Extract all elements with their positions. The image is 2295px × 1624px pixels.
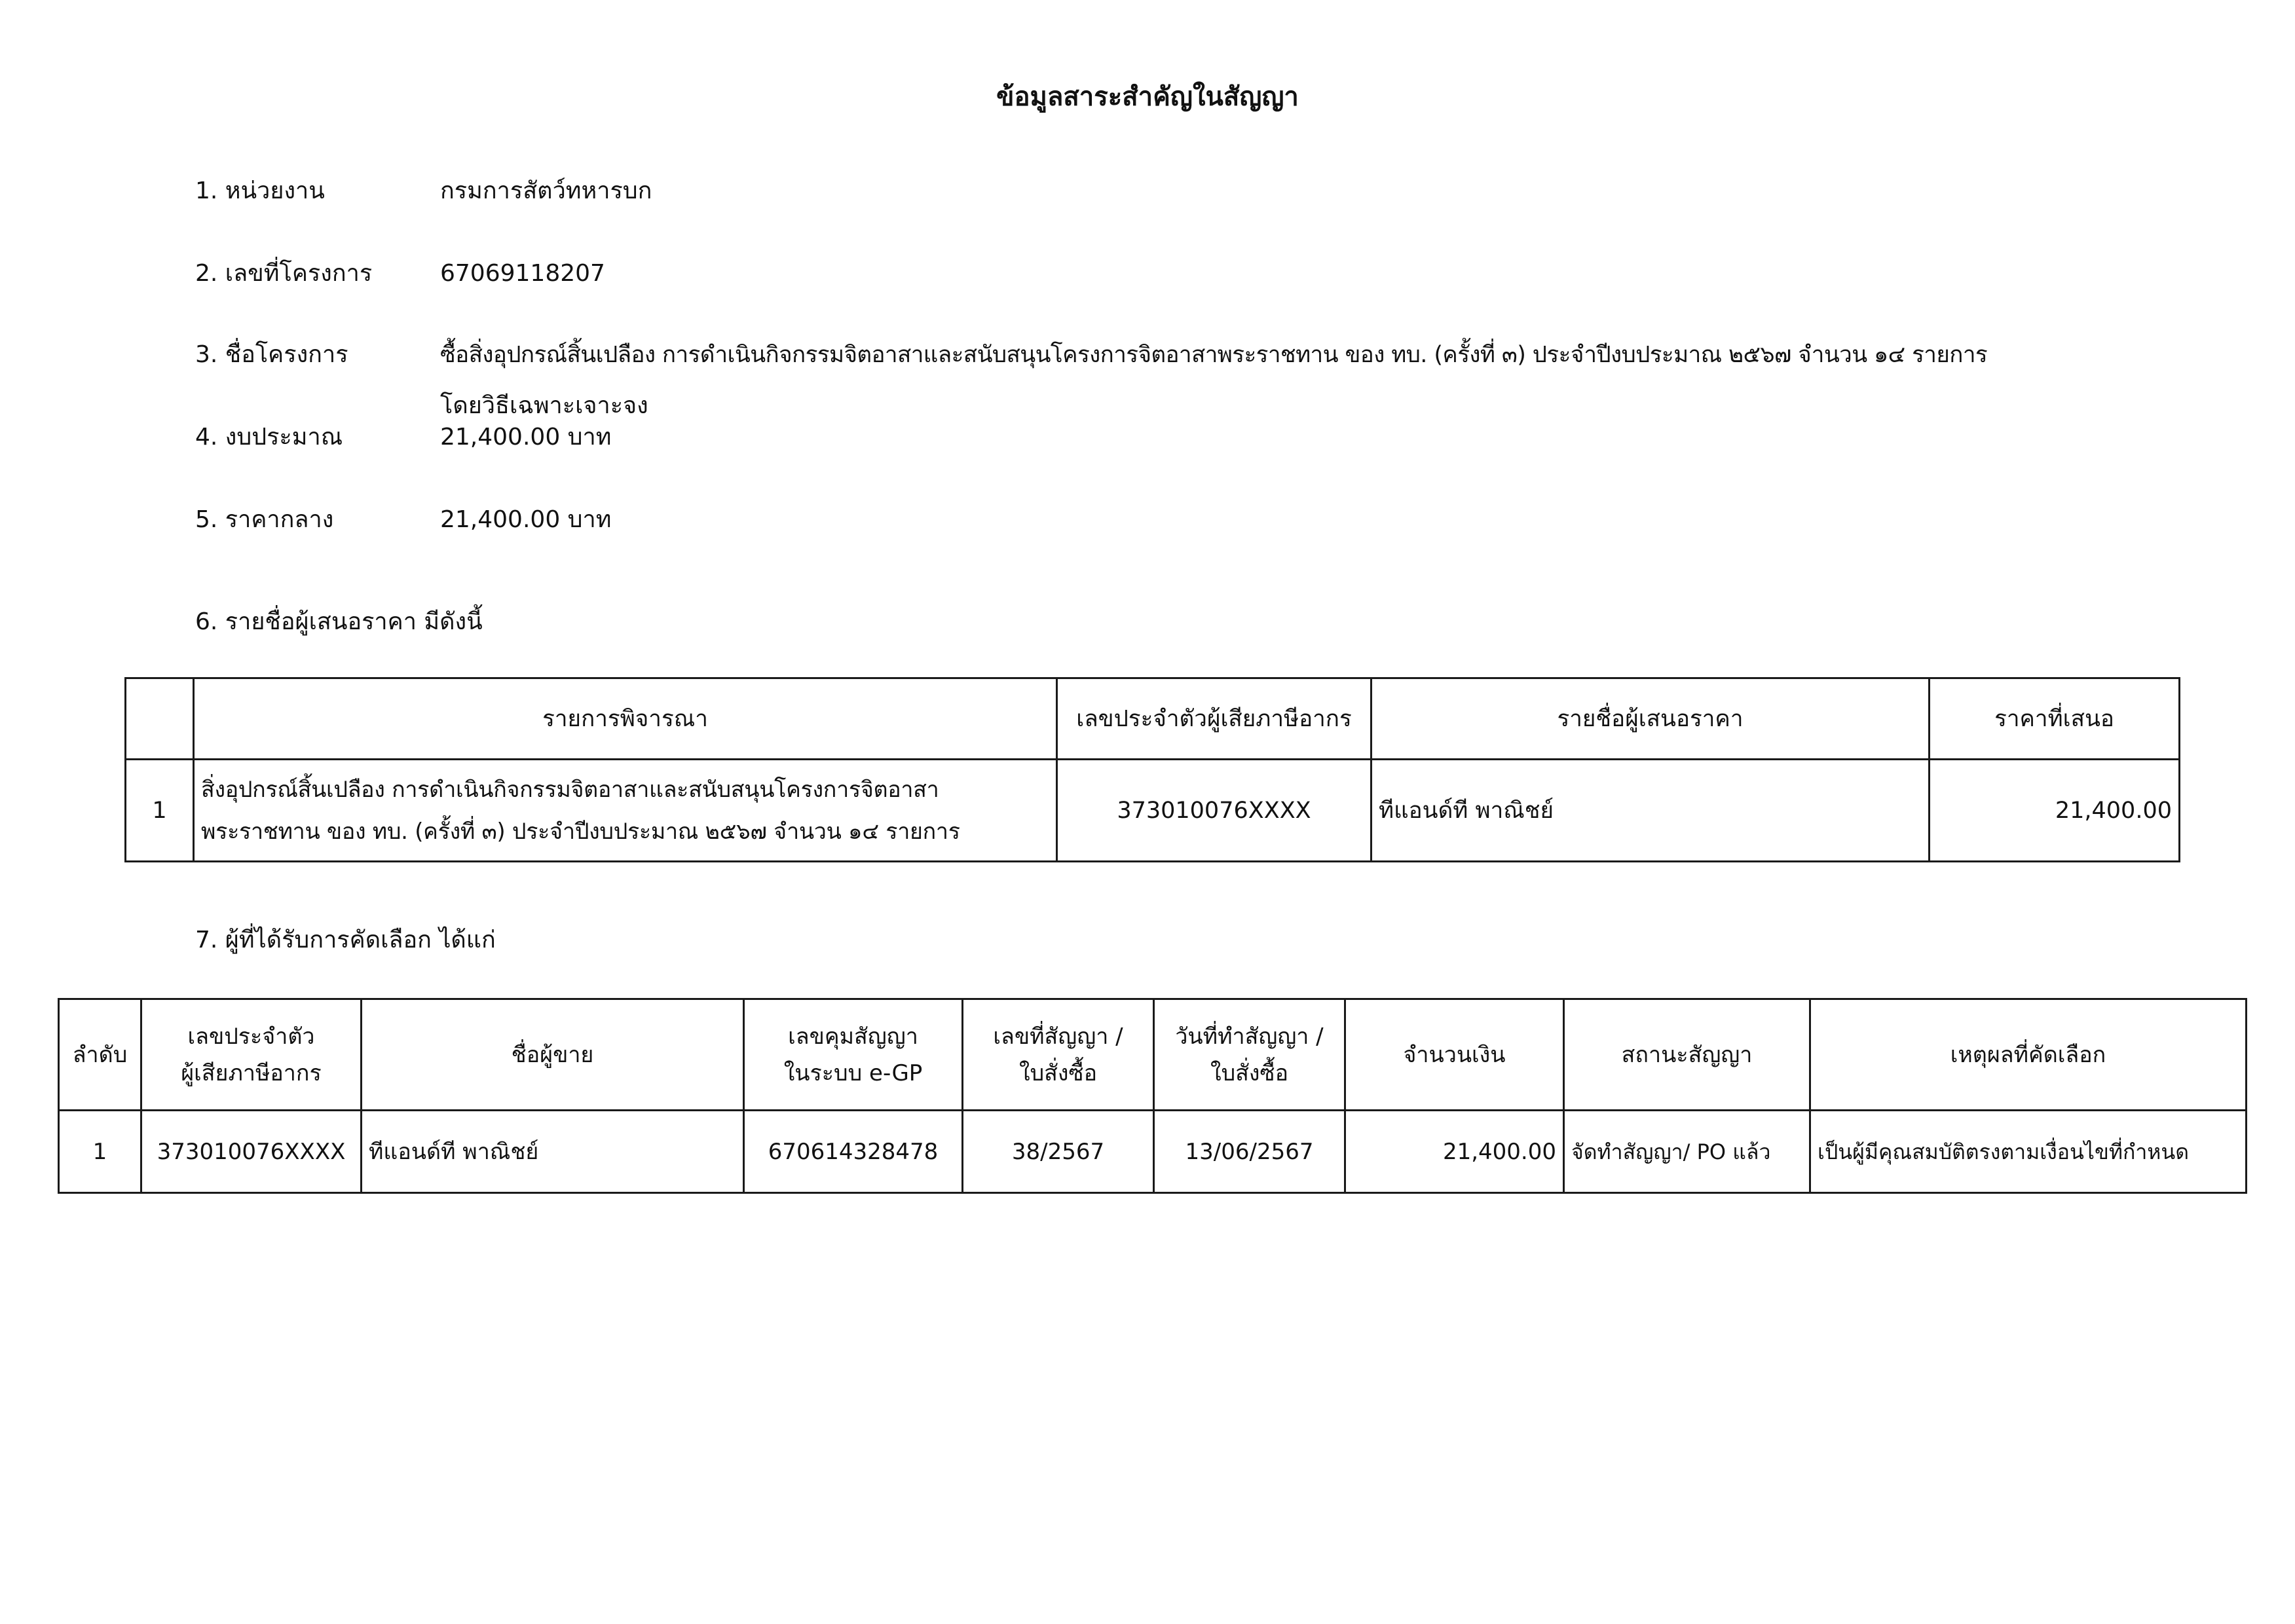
winner-row-amount: 21,400.00	[1345, 1111, 1564, 1193]
bidders-header-tax-id: เลขประจำตัวผู้เสียภาษีอากร	[1057, 678, 1371, 760]
agency-value: กรมการสัตว์ทหารบก	[440, 177, 652, 204]
winners-header-contract-date-line1: วันที่ทำสัญญา /	[1175, 1023, 1324, 1050]
winner-row-contract-date: 13/06/2567	[1154, 1111, 1345, 1193]
winner-row-contract-no: 38/2567	[963, 1111, 1154, 1193]
budget-value: 21,400.00 บาท	[440, 424, 612, 451]
bidders-header-price: ราคาที่เสนอ	[1930, 678, 2180, 760]
winners-table-header	[59, 999, 2247, 1111]
winner-row-no: 1	[59, 1111, 141, 1193]
bidders-table	[124, 677, 2180, 862]
winners-header-tax-id-line2: ผู้เสียภาษีอากร	[181, 1060, 322, 1086]
winners-header-tax-id	[141, 999, 362, 1111]
winner-row-reason: เป็นผู้มีคุณสมบัติตรงตามเงื่อนไขที่กำหนด	[1810, 1111, 2247, 1193]
bidder-row-tax-id: 373010076XXXX	[1057, 760, 1371, 862]
winners-heading: 7. ผู้ที่ได้รับการคัดเลือก ได้แก่	[195, 927, 496, 953]
winners-header-contract-no-line1: เลขที่สัญญา /	[993, 1023, 1123, 1050]
project-no-value: 67069118207	[440, 260, 605, 287]
winners-header-contract-date-line2: ใบสั่งซื้อ	[1210, 1060, 1289, 1086]
winners-header-reason: เหตุผลที่คัดเลือก	[1810, 999, 2247, 1111]
bidders-heading: 6. รายชื่อผู้เสนอราคา มีดังนี้	[195, 608, 483, 635]
table-row	[59, 1111, 2247, 1193]
bidder-row-bidder: ทีแอนด์ที พาณิชย์	[1371, 760, 1930, 862]
bidder-row-price: 21,400.00	[1930, 760, 2180, 862]
winners-header-amount: จำนวนเงิน	[1345, 999, 1564, 1111]
table-row	[126, 760, 2180, 862]
page-title: ข้อมูลสาระสำคัญในสัญญา	[996, 82, 1299, 112]
winners-header-egp	[744, 999, 963, 1111]
winners-header-contract-date	[1154, 999, 1345, 1111]
agency-label: 1. หน่วยงาน	[195, 177, 325, 204]
budget-label: 4. งบประมาณ	[195, 424, 343, 451]
winners-table	[58, 998, 2247, 1194]
winners-header-egp-line1: เลขคุมสัญญา	[788, 1023, 918, 1050]
bidders-header-bidder: รายชื่อผู้เสนอราคา	[1371, 678, 1930, 760]
project-no-label: 2. เลขที่โครงการ	[195, 260, 373, 287]
bidders-header-item: รายการพิจารณา	[194, 678, 1057, 760]
winner-row-egp: 670614328478	[744, 1111, 963, 1193]
winner-row-status: จัดทำสัญญา/ PO แล้ว	[1564, 1111, 1810, 1193]
winner-row-seller: ทีแอนด์ที พาณิชย์	[362, 1111, 744, 1193]
bidder-row-no: 1	[126, 760, 194, 862]
bidders-header-no	[126, 678, 194, 760]
median-price-value: 21,400.00 บาท	[440, 506, 612, 533]
winners-header-contract-no-line2: ใบสั่งซื้อ	[1018, 1060, 1098, 1086]
project-name-line2: โดยวิธีเฉพาะเจาะจง	[440, 392, 648, 419]
bidder-row-item-line2: พระราชทาน ของ ทบ. (ครั้งที่ ๓) ประจำปีงบประมาณ ๒๕๖๗ จำนวน ๑๔ รายการ	[201, 818, 960, 845]
bidder-row-item	[194, 760, 1057, 862]
winners-header-egp-line2: ในระบบ e-GP	[783, 1060, 923, 1086]
winners-header-seller: ชื่อผู้ขาย	[362, 999, 744, 1111]
winners-header-status: สถานะสัญญา	[1564, 999, 1810, 1111]
winners-header-no: ลำดับ	[59, 999, 141, 1111]
bidder-row-item-line1: สิ่งอุปกรณ์สิ้นเปลือง การดำเนินกิจกรรมจิตอาสาและสนับสนุนโครงการจิตอาสา	[201, 776, 939, 803]
median-price-label: 5. ราคากลาง	[195, 506, 334, 533]
winners-header-tax-id-line1: เลขประจำตัว	[187, 1023, 315, 1050]
winners-header-contract-no	[963, 999, 1154, 1111]
project-name-label: 3. ชื่อโครงการ	[195, 341, 348, 368]
bidders-table-header	[126, 678, 2180, 760]
winner-row-tax-id: 373010076XXXX	[141, 1111, 362, 1193]
project-name-line1: ซื้อสิ่งอุปกรณ์สิ้นเปลือง การดำเนินกิจกรรมจิตอาสาและสนับสนุนโครงการจิตอาสาพระราชทาน ของ ทบ. (ครั้งที่ ๓) ประจำปีงบประมาณ ๒๕๖๗ จำนวน ๑๔ รายการ	[440, 342, 1988, 368]
